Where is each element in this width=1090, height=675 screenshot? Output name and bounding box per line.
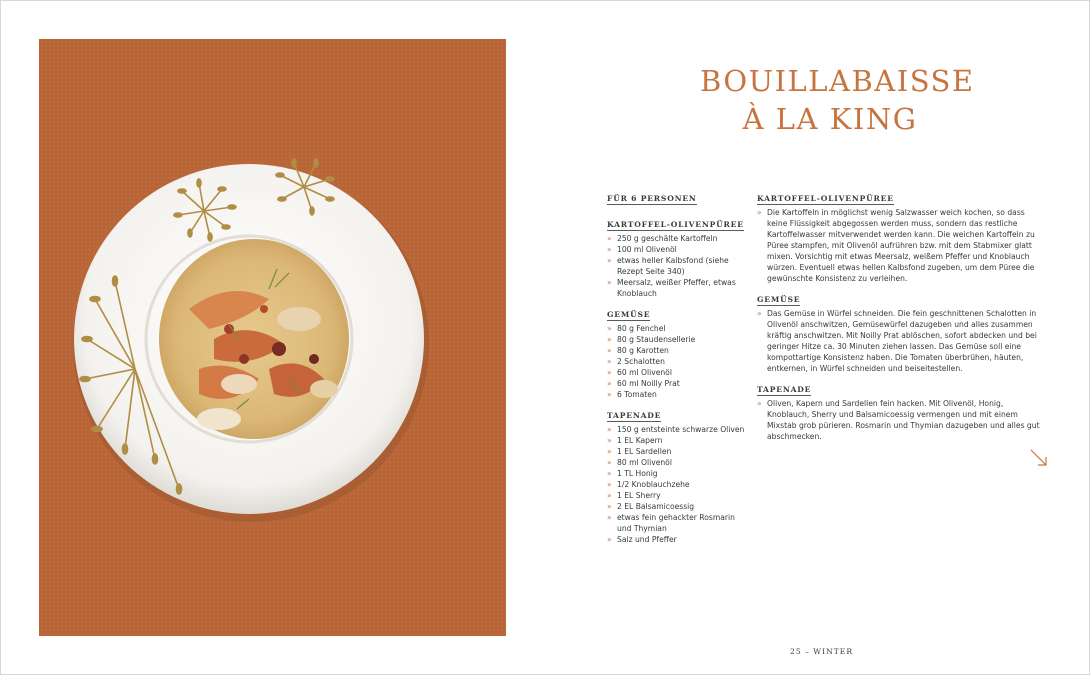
list-item: » etwas fein gehackter Rosmarin und Thymian	[607, 512, 745, 534]
ingredients-column	[607, 193, 745, 555]
list-item: » 6 Tomaten	[607, 389, 745, 400]
list-item: » Meersalz, weißer Pfeffer, etwas Knoblauch	[607, 277, 745, 299]
list-item: » 80 g Fenchel	[607, 323, 745, 334]
ingredient-section	[607, 309, 745, 400]
ingredient-section-heading: GEMÜSE	[607, 310, 651, 319]
ingredient-list	[607, 233, 745, 299]
dish-photo	[39, 39, 506, 636]
list-item: » 150 g entsteinte schwarze Oliven	[607, 424, 745, 435]
list-item: » 60 ml Noilly Prat	[607, 378, 745, 389]
list-item: » 80 g Karotten	[607, 345, 745, 356]
instruction-text: » Das Gemüse in Würfel schneiden. Die fein geschnittenen Schalotten in Olivenöl anschwitzen, Gemüsewürfel dazugeben und alles zusammen kräftig anschwitzen. Mit Noilly Prat ablöschen, sofort abdecken und bei geringer Hitze ca. 30 Minuten ziehen lassen. Das Gemüse soll eine kompottartige Konsistenz haben. Die Tomaten überbrühen, häuten, entkernen, in Würfel schneiden und beiseitestellen.	[757, 308, 1047, 374]
instructions-column	[757, 193, 1047, 452]
list-item: » 1 EL Sherry	[607, 490, 745, 501]
ingredient-section-heading: KARTOFFEL-OLIVENPÜREE	[607, 220, 744, 229]
recipe-title-line-2: À LA KING	[742, 102, 918, 136]
instruction-step	[757, 294, 1047, 374]
instruction-text: » Die Kartoffeln in möglichst wenig Salzwasser weich kochen, so dass keine Flüssigkeit abgegossen werden muss, sondern das restliche Kartoffelwasser mitverwendet werden kann. Die weichen Kartoffeln zu Püree stampfen, mit Olivenöl aufrühren bzw. mit dem Stabmixer glatt mixen. Vorsichtig mit etwas Meersalz, weißem Pfeffer und Knoblauch würzen. Eventuell etwas hellen Kalbsfond zugeben, um dem Püree die gewünschte Konsistenz zu verleihen.	[757, 207, 1047, 284]
instruction-heading: KARTOFFEL-OLIVENPÜREE	[757, 194, 894, 203]
instruction-heading: TAPENADE	[757, 385, 812, 394]
page-folio: 25 – WINTER	[790, 647, 854, 656]
list-item: » 1 EL Sardellen	[607, 446, 745, 457]
list-item: » 1 EL Kapern	[607, 435, 745, 446]
ingredient-section	[607, 410, 745, 545]
recipe-title-line-1: BOUILLABAISSE	[700, 64, 975, 98]
instruction-heading: GEMÜSE	[757, 295, 801, 304]
list-item: » 60 ml Olivenöl	[607, 367, 745, 378]
list-item: » 100 ml Olivenöl	[607, 244, 745, 255]
list-item: » 2 EL Balsamicoessig	[607, 501, 745, 512]
instruction-step	[757, 193, 1047, 284]
ingredient-list	[607, 424, 745, 545]
list-item: » 1 TL Honig	[607, 468, 745, 479]
arrow-down-right-icon	[1029, 448, 1049, 468]
recipe-title	[700, 62, 975, 138]
instruction-text: » Oliven, Kapern und Sardellen fein hacken. Mit Olivenöl, Honig, Knoblauch, Sherry und Balsamicoessig vermengen und mit einem Mixstab grob pürieren. Rosmarin und Thymian dazugeben und alles gut abschmecken.	[757, 398, 1047, 442]
list-item: » 1/2 Knoblauchzehe	[607, 479, 745, 490]
instruction-step	[757, 384, 1047, 442]
list-item: » 80 g Staudensellerie	[607, 334, 745, 345]
list-item: » 250 g geschälte Kartoffeln	[607, 233, 745, 244]
list-item: » 2 Schalotten	[607, 356, 745, 367]
ingredient-section	[607, 219, 745, 299]
ingredient-list	[607, 323, 745, 400]
servings-heading: FÜR 6 PERSONEN	[607, 194, 697, 203]
list-item: » Salz und Pfeffer	[607, 534, 745, 545]
list-item: » 80 ml Olivenöl	[607, 457, 745, 468]
list-item: » etwas heller Kalbsfond (siehe Rezept Seite 340)	[607, 255, 745, 277]
ingredient-section-heading: TAPENADE	[607, 411, 662, 420]
